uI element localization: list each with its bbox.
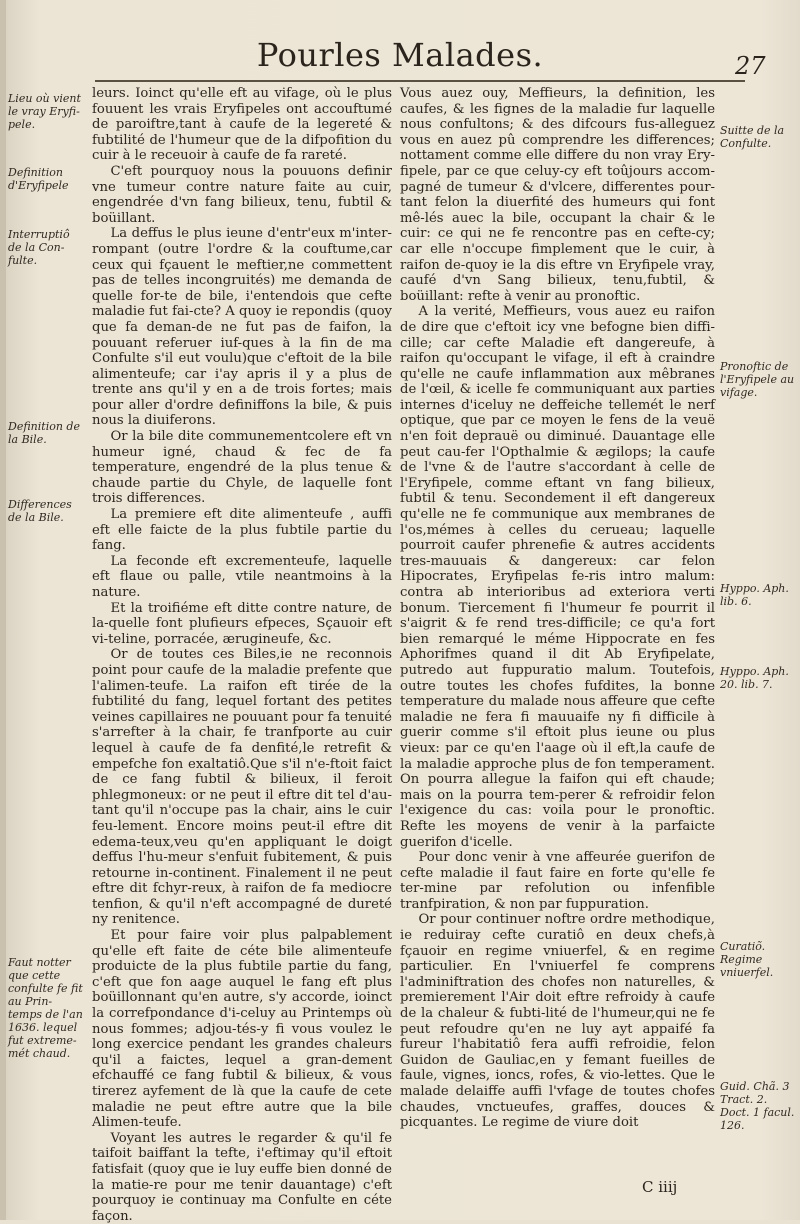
margin-note: Hyppo. Aph. 20. lib. 7. (720, 665, 789, 691)
catchword-signature: C iiij (642, 1178, 678, 1196)
header-rule (95, 80, 745, 82)
margin-note: Pronoftic de l'Eryfipele au vifage. (720, 360, 795, 399)
right-column (400, 86, 715, 1186)
paragraph: La deffus le plus ieune d'entr'eux m'inter-rompant (outre l'ordre & la couftume,car ceux qui fçauent le meftier,ne commettent pas de telles incongruités) me demanda de quelle for-te de bile, i'entendois que cefte maladie fut fai-cte? A quoy ie repondis (quoy que fa deman-de ne fut pas de faifon, la pouuant referuer iuf-ques à la fin de ma Confulte s'il eut voulu)que c'eftoit de la bile alimenteufe; car i'ay apris il y a plus de trente ans qu'il y en a de trois fortes; mais pour aller d'ordre definiffons la bile, & puis nous la diuiferons. (92, 226, 392, 429)
margin-note: Suitte de la Confulte. (720, 124, 785, 150)
paragraph: Or pour continuer noftre ordre methodique, ie reduiray cefte curatiô en deux chefs,à fçauoir en regime vniuerfel, & en regime particulier. En l'vniuerfel fe comprens l'adminiftration des chofes non naturelles, & premierement l'Air doit eftre refroidy à caufe de la chaleur & fubti-lité de l'humeur,qui ne fe peut refoudre qu'en ne luy ayt appaifé fa fureur l'habitatiô fera auffi refroidie, felon Guidon de Gauliac,en y femant fueilles de faule, vignes, ioncs, rofes, & vio-lettes. Que le malade delaiffe auffi l'vfage de toutes chofes chaudes, vnctueufes, graffes, douces & picquantes. Le regime de viure doit (400, 912, 715, 1131)
paragraph: Voyant les autres le regarder & qu'il fe taifoit baiffant la tefte, i'eftimay qu'il eftoit fatisfait (quoy que ie luy euffe bien donné de la matie-re pour me tenir dauantage) c'eft pourquoy ie continuay ma Confulte en céte façon. (92, 1130, 392, 1224)
margin-note: Interruptiô de la Con-fulte. (8, 228, 70, 267)
paragraph: C'eft pourquoy nous la pouuons definir vne tumeur contre nature faite au cuir, engendrée d'vn fang bilieux, tenu, fubtil & boüillant. (92, 163, 392, 226)
paragraph: Or de toutes ces Biles,ie ne reconnois point pour caufe de la maladie prefente que l'alimen-teufe. La raifon eft tirée de la fubtilité du fang, lequel fortant des petites veines capillaires ne pouuant pour fa tenuité s'arrefter à la chair, fe tranfporte au cuir lequel à caufe de fa denfité,le retrefit & empefche fon exaltatiô.Que s'il n'e-ftoit faict de ce fang fubtil & bilieux, il feroit phlegmoneux: or ne peut il eftre dit tel d'au-tant qu'il n'occupe pas la chair, ains le cuir feu-lement. Encore moins peut-il eftre dit edema-teux,veu qu'en appliquant le doigt deffus l'hu-meur s'enfuit fubitement, & puis retourne in-continent. Finalement il ne peut eftre dit fchyr-reux, à raifon de fa mediocre tenfion, & qu'il n'eft accompagné de dureté ny renitence. (92, 647, 392, 928)
margin-note: Lieu où vient le vray Eryfi-pele. (8, 92, 81, 131)
margin-note: Definition de la Bile. (8, 420, 80, 446)
margin-note: Differences de la Bile. (8, 498, 72, 524)
paragraph: Et la troifiéme eft ditte contre nature, de la-quelle font plufieurs efpeces, Sçauoir eft vi-teline, porracée, ærugineufe, &c. (92, 600, 392, 647)
margin-note: Curatiõ. Regime vniuerfel. (720, 940, 774, 979)
page-number: 27 (735, 52, 766, 80)
paragraph: leurs. Ioinct qu'elle eft au vifage, où le plus fouuent les vrais Eryfipeles ont accouftumé de paroiftre,tant à caufe de la legereté & fubtilité de l'humeur que de la difpofition du cuir à le receuoir à caufe de fa rareté. (92, 86, 392, 164)
binding-gutter (0, 0, 6, 1220)
paragraph: Vous auez ouy, Meffieurs, la definition, les caufes, & les fignes de la maladie fur laquelle nous confultons; & des difcours fus-alleguez vous en auez pû comprendre les differences; nottament comme elle differe du non vray Ery-fipele, par ce que celuy-cy eft toûjours accom-pagné de tumeur & d'vlcere, differentes pour-tant felon la diuerfité des humeurs qui font mê-lés auec la bile, occupant la chair & le cuir: ce qui ne fe rencontre pas en cefte-cy; car elle n'occupe fimplement que le cuir, à raifon de-quoy ie la dis eftre vn Eryfipele vray, caufé d'vn Sang bilieux, tenu,fubtil, & boüillant: refte à venir au pronoftic. (400, 86, 715, 304)
paragraph: Et pour faire voir plus palpablement qu'elle eft faite de céte bile alimenteufe produicte de la plus fubtile partie du fang, c'eft que fon aage auquel le fang eft plus boüillonnant qu'en autre, s'y accorde, ioinct la correfpondance d'i-celuy au Printemps où nous fommes; adjou-tés-y fi vous voulez le long exercice pendant les grandes chaleurs qu'il a faictes, lequel a gran-dement efchauffé ce fang fubtil & bilieux, & vous tirerez ayfement de là que la caufe de cete maladie ne peut eftre autre que la bile Alimen-teufe. (92, 928, 392, 1131)
margin-note: Definition d'Eryfipele (8, 166, 69, 192)
margin-note: Hyppo. Aph. lib. 6. (720, 582, 789, 608)
margin-note: Guid. Chã. 3 Tract. 2. Doct. 1 facul. 126. (720, 1080, 795, 1132)
paragraph: Pour donc venir à vne affeurée guerifon de cefte maladie il faut faire en forte qu'elle fe ter-mine par refolution ou infenfible tranfpiration, & non par fuppuration. (400, 850, 715, 912)
left-column (92, 86, 392, 1224)
paragraph: Or la bile dite communementcolere eft vn humeur igné, chaud & fec de fa temperature, engendré de la plus tenue & chaude partie du Chyle, de laquelle font trois differences. (92, 429, 392, 507)
running-title: Pourles Malades. (256, 36, 544, 74)
paragraph: A la verité, Meffieurs, vous auez eu raifon de dire que c'eftoit icy vne befogne bien diffi-cille; car cefte Maladie eft dangereufe, à raifon qu'occupant le vifage, il eft à craindre qu'elle ne caufe inflammation aux mêbranes de l'œil, & icelle fe communiquant aux parties internes d'iceluy ne deffeiche tellemét le nerf optique, que par ce moyen le fens de la veuë n'en foit deprauë ou diminué. Dauantage elle peut cau-fer l'Opthalmie & ægilops; la caufe de l'vne & de l'autre s'accordant à celle de l'Eryfipele, comme eftant vn fang bilieux, fubtil & tenu. Secondement il eft dangereux qu'elle ne fe communique aux membranes de l'os,mémes à celles du cerueau; laquelle pourroit caufer phrenefie & autres accidents tres-mauuais & dangereux: car felon Hipocrates, Eryfipelas fe-ris intro malum: contra ab interioribus ad exteriora verti bonum. Tiercement fi l'humeur fe pourrit il s'aigrit & fe rend tres-difficile; ce qu'a fort bien remarqué le méme Hippocrate en fes Aphorifmes quand il dit Ab Eryfipelate, putredo aut fuppuratio malum. Toutefois, outre toutes les chofes fufdites, la bonne temperature du malade nous affeure que cefte maladie ne fera fi mauuaife ny fi difficile à guerir comme s'il eftoit plus ieune ou plus vieux: par ce qu'en l'aage où il eft,la caufe de la maladie approche plus de fon temperament. On pourra allegue la faifon qui eft chaude; mais on la pourra tem-perer & refroidir felon l'exigence du cas: voila pour le pronoftic. Refte les moyens de venir à la parfaicte guerifon d'icelle. (400, 304, 715, 850)
paragraph: La premiere eft dite alimenteufe , auffi eft elle faicte de la plus fubtile partie du fang. (92, 507, 392, 554)
paragraph: La feconde eft excrementeufe, laquelle eft flaue ou palle, vtile neantmoins à la nature. (92, 553, 392, 600)
margin-note: Faut notter que cette confulte fe fit au Prin-temps de l'an 1636. lequel fut extreme-mét chaud. (8, 956, 83, 1060)
